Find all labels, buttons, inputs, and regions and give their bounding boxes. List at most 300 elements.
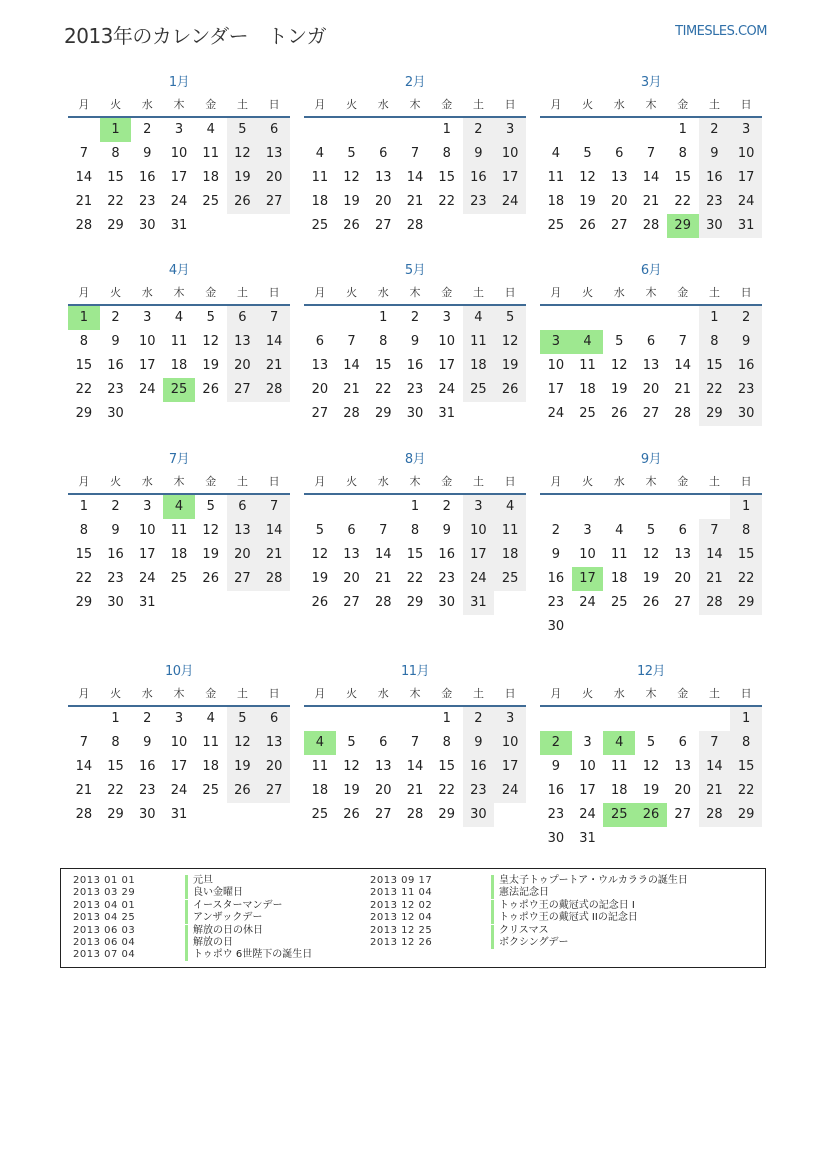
day-cell[interactable]: 4 <box>494 495 526 519</box>
day-cell[interactable]: 12 <box>642 547 660 562</box>
day-cell[interactable]: 15 <box>674 170 691 185</box>
day-cell[interactable]: 5 <box>494 306 526 330</box>
day-cell[interactable]: 23 <box>406 382 424 397</box>
day-cell[interactable]: 6 <box>315 334 324 349</box>
day-cell[interactable]: 7 <box>646 146 656 161</box>
day-cell[interactable]: 26 <box>227 190 259 214</box>
day-cell[interactable]: 14 <box>674 358 691 373</box>
day-cell[interactable]: 2 <box>410 310 420 325</box>
day-cell[interactable]: 12 <box>202 523 219 538</box>
holiday-day-cell[interactable]: 1 <box>68 306 100 330</box>
day-cell[interactable]: 29 <box>730 591 762 615</box>
day-cell[interactable]: 28 <box>699 591 731 615</box>
day-cell[interactable]: 5 <box>646 735 656 750</box>
day-cell[interactable]: 30 <box>438 595 455 610</box>
day-cell[interactable]: 3 <box>494 118 526 142</box>
day-cell[interactable]: 15 <box>730 755 762 779</box>
day-cell[interactable]: 16 <box>438 547 455 562</box>
day-cell[interactable]: 10 <box>463 519 495 543</box>
day-cell[interactable]: 30 <box>463 803 495 827</box>
day-cell[interactable]: 11 <box>202 146 219 161</box>
day-cell[interactable]: 17 <box>547 382 565 397</box>
day-cell[interactable]: 2 <box>111 499 120 514</box>
day-cell[interactable]: 4 <box>615 523 624 538</box>
day-cell[interactable]: 11 <box>311 170 329 185</box>
day-cell[interactable]: 12 <box>227 731 259 755</box>
day-cell[interactable]: 5 <box>646 523 656 538</box>
day-cell[interactable]: 8 <box>111 735 120 750</box>
day-cell[interactable]: 23 <box>139 783 156 798</box>
day-cell[interactable]: 19 <box>311 571 329 586</box>
day-cell[interactable]: 14 <box>75 759 93 774</box>
day-cell[interactable]: 2 <box>463 707 495 731</box>
day-cell[interactable]: 10 <box>547 358 565 373</box>
day-cell[interactable]: 27 <box>375 218 392 233</box>
day-cell[interactable]: 10 <box>170 146 188 161</box>
day-cell[interactable]: 23 <box>107 382 124 397</box>
day-cell[interactable]: 9 <box>442 523 451 538</box>
day-cell[interactable]: 13 <box>611 170 628 185</box>
day-cell[interactable]: 30 <box>406 406 424 421</box>
day-cell[interactable]: 2 <box>730 306 762 330</box>
day-cell[interactable]: 19 <box>202 547 219 562</box>
day-cell[interactable]: 24 <box>170 194 188 209</box>
day-cell[interactable]: 1 <box>442 122 451 137</box>
day-cell[interactable]: 18 <box>463 354 495 378</box>
day-cell[interactable]: 26 <box>311 595 329 610</box>
day-cell[interactable]: 10 <box>579 547 596 562</box>
day-cell[interactable]: 23 <box>463 190 495 214</box>
holiday-day-cell[interactable]: 4 <box>572 330 604 354</box>
day-cell[interactable]: 16 <box>139 759 156 774</box>
day-cell[interactable]: 31 <box>730 214 762 238</box>
day-cell[interactable]: 19 <box>642 571 660 586</box>
day-cell[interactable]: 17 <box>139 547 156 562</box>
day-cell[interactable]: 29 <box>107 807 124 822</box>
day-cell[interactable]: 5 <box>227 118 259 142</box>
day-cell[interactable]: 17 <box>139 358 156 373</box>
day-cell[interactable]: 24 <box>170 783 188 798</box>
day-cell[interactable]: 15 <box>438 170 455 185</box>
day-cell[interactable]: 24 <box>494 779 526 803</box>
day-cell[interactable]: 23 <box>699 190 731 214</box>
day-cell[interactable]: 17 <box>730 166 762 190</box>
day-cell[interactable]: 15 <box>699 354 731 378</box>
day-cell[interactable]: 25 <box>494 567 526 591</box>
day-cell[interactable]: 11 <box>494 519 526 543</box>
holiday-day-cell[interactable]: 25 <box>163 378 195 402</box>
day-cell[interactable]: 7 <box>410 146 420 161</box>
day-cell[interactable]: 19 <box>202 358 219 373</box>
day-cell[interactable]: 24 <box>438 382 455 397</box>
day-cell[interactable]: 23 <box>463 779 495 803</box>
day-cell[interactable]: 15 <box>406 547 424 562</box>
day-cell[interactable]: 28 <box>258 567 290 591</box>
day-cell[interactable]: 12 <box>494 330 526 354</box>
day-cell[interactable]: 22 <box>730 567 762 591</box>
day-cell[interactable]: 22 <box>406 571 424 586</box>
day-cell[interactable]: 11 <box>611 759 628 774</box>
day-cell[interactable]: 4 <box>463 306 495 330</box>
day-cell[interactable]: 21 <box>258 354 290 378</box>
day-cell[interactable]: 4 <box>206 122 215 137</box>
day-cell[interactable]: 7 <box>379 523 388 538</box>
day-cell[interactable]: 12 <box>311 547 329 562</box>
day-cell[interactable]: 21 <box>75 783 93 798</box>
day-cell[interactable]: 11 <box>202 735 219 750</box>
day-cell[interactable]: 17 <box>494 755 526 779</box>
day-cell[interactable]: 26 <box>494 378 526 402</box>
day-cell[interactable]: 13 <box>258 142 290 166</box>
day-cell[interactable]: 3 <box>494 707 526 731</box>
day-cell[interactable]: 23 <box>547 595 565 610</box>
day-cell[interactable]: 27 <box>375 807 392 822</box>
day-cell[interactable]: 21 <box>406 783 424 798</box>
day-cell[interactable]: 10 <box>170 735 188 750</box>
day-cell[interactable]: 17 <box>170 170 188 185</box>
day-cell[interactable]: 4 <box>174 310 184 325</box>
day-cell[interactable]: 16 <box>107 358 124 373</box>
day-cell[interactable]: 6 <box>379 146 388 161</box>
day-cell[interactable]: 30 <box>107 406 124 421</box>
day-cell[interactable]: 9 <box>551 547 560 562</box>
holiday-day-cell[interactable]: 4 <box>603 731 635 755</box>
day-cell[interactable]: 18 <box>311 783 329 798</box>
day-cell[interactable]: 9 <box>143 735 152 750</box>
day-cell[interactable]: 9 <box>143 146 152 161</box>
day-cell[interactable]: 31 <box>438 406 455 421</box>
day-cell[interactable]: 18 <box>547 194 565 209</box>
day-cell[interactable]: 30 <box>730 402 762 426</box>
day-cell[interactable]: 5 <box>227 707 259 731</box>
day-cell[interactable]: 31 <box>139 595 156 610</box>
day-cell[interactable]: 16 <box>547 783 565 798</box>
day-cell[interactable]: 13 <box>258 731 290 755</box>
day-cell[interactable]: 3 <box>174 122 184 137</box>
day-cell[interactable]: 3 <box>174 711 184 726</box>
day-cell[interactable]: 18 <box>611 783 628 798</box>
day-cell[interactable]: 3 <box>143 310 152 325</box>
day-cell[interactable]: 16 <box>463 166 495 190</box>
day-cell[interactable]: 2 <box>442 499 451 514</box>
day-cell[interactable]: 20 <box>258 755 290 779</box>
day-cell[interactable]: 11 <box>170 523 188 538</box>
day-cell[interactable]: 6 <box>678 523 687 538</box>
day-cell[interactable]: 25 <box>311 807 329 822</box>
brand-logo[interactable]: TIMESLES.COM <box>675 24 767 39</box>
day-cell[interactable]: 28 <box>258 378 290 402</box>
day-cell[interactable]: 1 <box>410 499 420 514</box>
day-cell[interactable]: 9 <box>111 523 120 538</box>
day-cell[interactable]: 24 <box>139 382 156 397</box>
day-cell[interactable]: 29 <box>438 807 455 822</box>
day-cell[interactable]: 30 <box>547 831 565 846</box>
day-cell[interactable]: 30 <box>139 218 156 233</box>
holiday-day-cell[interactable]: 4 <box>304 731 336 755</box>
day-cell[interactable]: 5 <box>615 334 624 349</box>
day-cell[interactable]: 13 <box>642 358 660 373</box>
day-cell[interactable]: 27 <box>674 595 691 610</box>
holiday-day-cell[interactable]: 17 <box>572 567 604 591</box>
day-cell[interactable]: 14 <box>258 519 290 543</box>
day-cell[interactable]: 23 <box>139 194 156 209</box>
day-cell[interactable]: 7 <box>347 334 356 349</box>
day-cell[interactable]: 25 <box>202 783 219 798</box>
day-cell[interactable]: 8 <box>442 146 451 161</box>
day-cell[interactable]: 21 <box>699 779 731 803</box>
day-cell[interactable]: 22 <box>107 783 124 798</box>
day-cell[interactable]: 18 <box>170 547 188 562</box>
day-cell[interactable]: 27 <box>642 406 660 421</box>
day-cell[interactable]: 30 <box>107 595 124 610</box>
day-cell[interactable]: 20 <box>674 571 691 586</box>
day-cell[interactable]: 18 <box>202 759 219 774</box>
day-cell[interactable]: 15 <box>375 358 392 373</box>
day-cell[interactable]: 22 <box>730 779 762 803</box>
day-cell[interactable]: 10 <box>730 142 762 166</box>
day-cell[interactable]: 25 <box>170 571 188 586</box>
holiday-day-cell[interactable]: 4 <box>163 495 195 519</box>
day-cell[interactable]: 28 <box>375 595 392 610</box>
day-cell[interactable]: 20 <box>227 543 259 567</box>
day-cell[interactable]: 27 <box>611 218 628 233</box>
day-cell[interactable]: 9 <box>410 334 420 349</box>
day-cell[interactable]: 1 <box>111 711 120 726</box>
day-cell[interactable]: 24 <box>494 190 526 214</box>
day-cell[interactable]: 3 <box>583 735 592 750</box>
day-cell[interactable]: 25 <box>547 218 565 233</box>
day-cell[interactable]: 22 <box>438 783 455 798</box>
day-cell[interactable]: 9 <box>551 759 560 774</box>
day-cell[interactable]: 10 <box>139 334 156 349</box>
day-cell[interactable]: 7 <box>79 735 88 750</box>
day-cell[interactable]: 7 <box>699 519 731 543</box>
day-cell[interactable]: 2 <box>111 310 120 325</box>
day-cell[interactable]: 8 <box>678 146 687 161</box>
day-cell[interactable]: 24 <box>547 406 565 421</box>
day-cell[interactable]: 2 <box>463 118 495 142</box>
day-cell[interactable]: 13 <box>674 547 691 562</box>
day-cell[interactable]: 5 <box>347 146 356 161</box>
day-cell[interactable]: 18 <box>170 358 188 373</box>
day-cell[interactable]: 11 <box>170 334 188 349</box>
day-cell[interactable]: 25 <box>579 406 596 421</box>
day-cell[interactable]: 1 <box>379 310 388 325</box>
day-cell[interactable]: 16 <box>730 354 762 378</box>
day-cell[interactable]: 16 <box>406 358 424 373</box>
day-cell[interactable]: 12 <box>642 759 660 774</box>
day-cell[interactable]: 5 <box>583 146 592 161</box>
day-cell[interactable]: 12 <box>227 142 259 166</box>
day-cell[interactable]: 3 <box>463 495 495 519</box>
day-cell[interactable]: 7 <box>258 495 290 519</box>
day-cell[interactable]: 24 <box>579 807 596 822</box>
day-cell[interactable]: 13 <box>375 170 392 185</box>
day-cell[interactable]: 14 <box>642 170 660 185</box>
day-cell[interactable]: 5 <box>206 499 215 514</box>
day-cell[interactable]: 6 <box>379 735 388 750</box>
day-cell[interactable]: 15 <box>75 547 93 562</box>
day-cell[interactable]: 21 <box>406 194 424 209</box>
day-cell[interactable]: 12 <box>343 170 360 185</box>
day-cell[interactable]: 14 <box>406 759 424 774</box>
day-cell[interactable]: 11 <box>311 759 329 774</box>
day-cell[interactable]: 26 <box>579 218 596 233</box>
day-cell[interactable]: 14 <box>375 547 392 562</box>
day-cell[interactable]: 26 <box>202 382 219 397</box>
day-cell[interactable]: 29 <box>75 406 93 421</box>
day-cell[interactable]: 17 <box>494 166 526 190</box>
day-cell[interactable]: 6 <box>646 334 656 349</box>
day-cell[interactable]: 11 <box>547 170 565 185</box>
day-cell[interactable]: 28 <box>699 803 731 827</box>
day-cell[interactable]: 29 <box>699 402 731 426</box>
day-cell[interactable]: 14 <box>699 543 731 567</box>
day-cell[interactable]: 27 <box>227 378 259 402</box>
day-cell[interactable]: 27 <box>227 567 259 591</box>
day-cell[interactable]: 21 <box>258 543 290 567</box>
day-cell[interactable]: 13 <box>227 330 259 354</box>
day-cell[interactable]: 25 <box>202 194 219 209</box>
day-cell[interactable]: 21 <box>699 567 731 591</box>
day-cell[interactable]: 15 <box>107 759 124 774</box>
day-cell[interactable]: 15 <box>730 543 762 567</box>
day-cell[interactable]: 1 <box>442 711 451 726</box>
day-cell[interactable]: 20 <box>375 783 392 798</box>
day-cell[interactable]: 11 <box>579 358 596 373</box>
day-cell[interactable]: 18 <box>494 543 526 567</box>
day-cell[interactable]: 19 <box>227 755 259 779</box>
day-cell[interactable]: 16 <box>547 571 565 586</box>
day-cell[interactable]: 24 <box>463 567 495 591</box>
day-cell[interactable]: 27 <box>258 779 290 803</box>
day-cell[interactable]: 16 <box>107 547 124 562</box>
day-cell[interactable]: 14 <box>343 358 360 373</box>
day-cell[interactable]: 28 <box>343 406 360 421</box>
day-cell[interactable]: 10 <box>494 731 526 755</box>
day-cell[interactable]: 20 <box>258 166 290 190</box>
day-cell[interactable]: 8 <box>79 523 88 538</box>
day-cell[interactable]: 11 <box>611 547 628 562</box>
day-cell[interactable]: 13 <box>375 759 392 774</box>
day-cell[interactable]: 21 <box>75 194 93 209</box>
day-cell[interactable]: 28 <box>75 218 93 233</box>
day-cell[interactable]: 20 <box>343 571 360 586</box>
day-cell[interactable]: 23 <box>547 807 565 822</box>
day-cell[interactable]: 28 <box>674 406 691 421</box>
day-cell[interactable]: 10 <box>579 759 596 774</box>
day-cell[interactable]: 20 <box>375 194 392 209</box>
day-cell[interactable]: 7 <box>79 146 88 161</box>
day-cell[interactable]: 6 <box>615 146 624 161</box>
day-cell[interactable]: 18 <box>202 170 219 185</box>
day-cell[interactable]: 28 <box>642 218 660 233</box>
day-cell[interactable]: 6 <box>347 523 356 538</box>
day-cell[interactable]: 19 <box>642 783 660 798</box>
day-cell[interactable]: 20 <box>311 382 329 397</box>
day-cell[interactable]: 9 <box>111 334 120 349</box>
day-cell[interactable]: 11 <box>463 330 495 354</box>
day-cell[interactable]: 21 <box>375 571 392 586</box>
day-cell[interactable]: 10 <box>139 523 156 538</box>
day-cell[interactable]: 22 <box>375 382 392 397</box>
day-cell[interactable]: 8 <box>699 330 731 354</box>
day-cell[interactable]: 19 <box>579 194 596 209</box>
day-cell[interactable]: 24 <box>730 190 762 214</box>
day-cell[interactable]: 2 <box>551 523 560 538</box>
day-cell[interactable]: 9 <box>463 142 495 166</box>
day-cell[interactable]: 4 <box>551 146 560 161</box>
day-cell[interactable]: 6 <box>258 707 290 731</box>
day-cell[interactable]: 7 <box>258 306 290 330</box>
day-cell[interactable]: 17 <box>463 543 495 567</box>
day-cell[interactable]: 29 <box>75 595 93 610</box>
day-cell[interactable]: 6 <box>678 735 687 750</box>
holiday-day-cell[interactable]: 26 <box>635 803 667 827</box>
day-cell[interactable]: 8 <box>730 519 762 543</box>
day-cell[interactable]: 15 <box>438 759 455 774</box>
day-cell[interactable]: 13 <box>311 358 329 373</box>
day-cell[interactable]: 9 <box>463 731 495 755</box>
day-cell[interactable]: 25 <box>463 378 495 402</box>
day-cell[interactable]: 1 <box>699 306 731 330</box>
day-cell[interactable]: 6 <box>227 495 259 519</box>
day-cell[interactable]: 21 <box>343 382 360 397</box>
day-cell[interactable]: 15 <box>75 358 93 373</box>
day-cell[interactable]: 21 <box>674 382 691 397</box>
day-cell[interactable]: 14 <box>406 170 424 185</box>
day-cell[interactable]: 10 <box>494 142 526 166</box>
day-cell[interactable]: 29 <box>107 218 124 233</box>
day-cell[interactable]: 16 <box>463 755 495 779</box>
day-cell[interactable]: 1 <box>678 122 687 137</box>
day-cell[interactable]: 6 <box>227 306 259 330</box>
day-cell[interactable]: 26 <box>202 571 219 586</box>
day-cell[interactable]: 27 <box>674 807 691 822</box>
day-cell[interactable]: 5 <box>347 735 356 750</box>
day-cell[interactable]: 26 <box>343 807 360 822</box>
day-cell[interactable]: 22 <box>674 194 691 209</box>
day-cell[interactable]: 17 <box>579 783 596 798</box>
day-cell[interactable]: 17 <box>170 759 188 774</box>
day-cell[interactable]: 22 <box>75 571 93 586</box>
day-cell[interactable]: 26 <box>343 218 360 233</box>
day-cell[interactable]: 9 <box>730 330 762 354</box>
day-cell[interactable]: 2 <box>699 118 731 142</box>
day-cell[interactable]: 13 <box>343 547 360 562</box>
day-cell[interactable]: 13 <box>227 519 259 543</box>
day-cell[interactable]: 18 <box>579 382 596 397</box>
day-cell[interactable]: 20 <box>674 783 691 798</box>
day-cell[interactable]: 3 <box>730 118 762 142</box>
day-cell[interactable]: 8 <box>111 146 120 161</box>
day-cell[interactable]: 23 <box>438 571 455 586</box>
day-cell[interactable]: 20 <box>611 194 628 209</box>
day-cell[interactable]: 4 <box>315 146 324 161</box>
day-cell[interactable]: 22 <box>75 382 93 397</box>
day-cell[interactable]: 26 <box>642 595 660 610</box>
day-cell[interactable]: 26 <box>227 779 259 803</box>
day-cell[interactable]: 22 <box>438 194 455 209</box>
day-cell[interactable]: 2 <box>143 711 152 726</box>
day-cell[interactable]: 29 <box>375 406 392 421</box>
day-cell[interactable]: 29 <box>406 595 424 610</box>
day-cell[interactable]: 6 <box>258 118 290 142</box>
day-cell[interactable]: 12 <box>202 334 219 349</box>
day-cell[interactable]: 3 <box>442 310 451 325</box>
holiday-day-cell[interactable]: 3 <box>540 330 572 354</box>
day-cell[interactable]: 21 <box>642 194 660 209</box>
